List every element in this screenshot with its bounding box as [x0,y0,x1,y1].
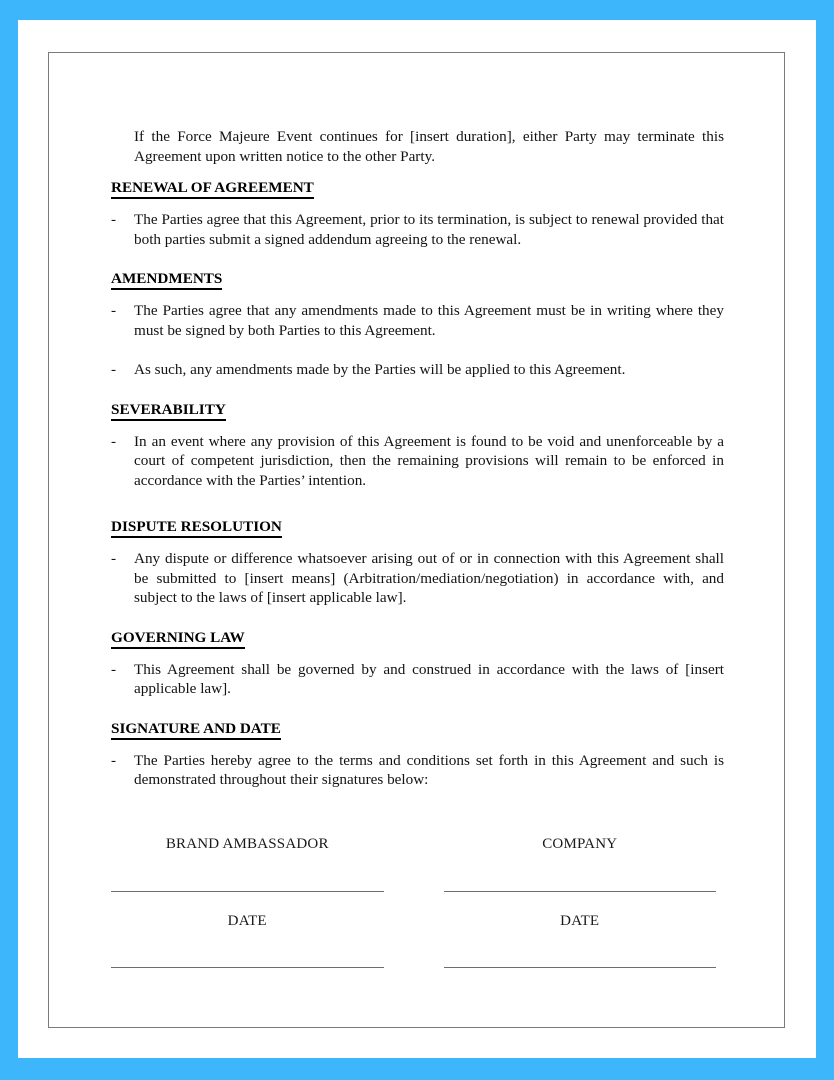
section-heading-text: DISPUTE RESOLUTION [111,518,282,538]
page-border-frame [48,52,785,1028]
signature-column-left [111,967,418,968]
bullet-text: The Parties agree that this Agreement, prior to its termination, is subject to renewal provided that both parties submit a signed addendum agreeing to the renewal. [134,211,724,248]
spacer [111,621,724,628]
signature-column-right [418,912,725,931]
signature-column-left [111,891,418,892]
date-line-row [111,967,724,968]
section-heading-governing-law [111,628,724,647]
document-content [111,127,724,968]
intro-paragraph: If the Force Majeure Event continues for [insert duration], either Party may terminate this Agreement upon written notice to the other Party. [134,128,724,165]
section-heading-text: SIGNATURE AND DATE [111,720,281,740]
spacer [111,353,724,360]
bullet-dash-icon: - [111,302,117,319]
bullet-item [111,660,724,699]
company-date-line[interactable] [444,967,717,968]
section-heading-dispute-resolution [111,517,724,536]
bullet-text: In an event where any provision of this Agreement is found to be void and unenforceable by a court of competent jurisdiction, then the remaining provisions will remain to be enforced in accordance with the Parties’ intention. [134,432,724,489]
signature-column-left [111,835,418,854]
bullet-text: As such, any amendments made by the Parties will be applied to this Agreement. [134,361,626,378]
spacer [111,931,724,967]
bullet-item [111,751,724,790]
date-label-row [111,912,724,931]
spacer [111,393,724,400]
brand-ambassador-signature-line[interactable] [111,891,384,892]
bullet-text: The Parties agree that any amendments made to this Agreement must be in writing where they must be signed by both Parties to this Agreement. [134,302,724,339]
spacer [111,503,724,517]
bullet-item [111,210,724,249]
bullet-dash-icon: - [111,660,117,678]
bullet-item [111,432,724,491]
spacer [111,854,724,891]
bullet-text: Any dispute or difference whatsoever arising out of or in connection with this Agreement shall be submitted to [insert means] (Arbitration/mediation/negotiation) in accordance with, and subject to the laws of [insert applicable law]. [134,550,724,606]
bullet-item [111,360,724,380]
bullet-text: The Parties hereby agree to the terms and conditions set forth in this Agreement and such is demonstrated throughout their signatures below: [134,751,724,788]
bullet-dash-icon: - [111,361,117,378]
brand-ambassador-label: BRAND AMBASSADOR [165,835,329,852]
signature-column-right [418,835,725,854]
signature-column-left [111,912,418,931]
signature-line-row [111,891,724,892]
brand-ambassador-date-line[interactable] [111,967,384,968]
signature-column-right [418,967,725,968]
bullet-dash-icon: - [111,751,117,769]
bullet-text: This Agreement shall be governed by and construed in accordance with the laws of [insert applicable law]. [134,660,724,697]
spacer [111,892,724,912]
section-heading-text: GOVERNING LAW [111,629,245,649]
section-heading-signature-and-date [111,719,724,738]
signature-party-label-row [111,835,724,854]
brand-ambassador-date-label: DATE [227,912,267,929]
section-heading-severability [111,400,724,419]
paper-sheet [18,20,816,1058]
bullet-dash-icon: - [111,550,117,567]
bullet-dash-icon: - [111,211,117,228]
section-heading-text: RENEWAL OF AGREEMENT [111,179,314,199]
company-label: COMPANY [542,835,618,852]
bullet-item [111,549,724,608]
section-heading-text: SEVERABILITY [111,401,226,421]
spacer [111,712,724,719]
section-heading-amendments [111,269,724,288]
company-date-label: DATE [560,912,600,929]
spacer [111,262,724,269]
signature-block [111,835,724,968]
company-signature-line[interactable] [444,891,717,892]
bullet-item [111,301,724,340]
signature-column-right [418,891,725,892]
section-heading-renewal-of-agreement [111,178,724,197]
section-heading-text: AMENDMENTS [111,270,222,290]
bullet-dash-icon: - [111,432,117,450]
